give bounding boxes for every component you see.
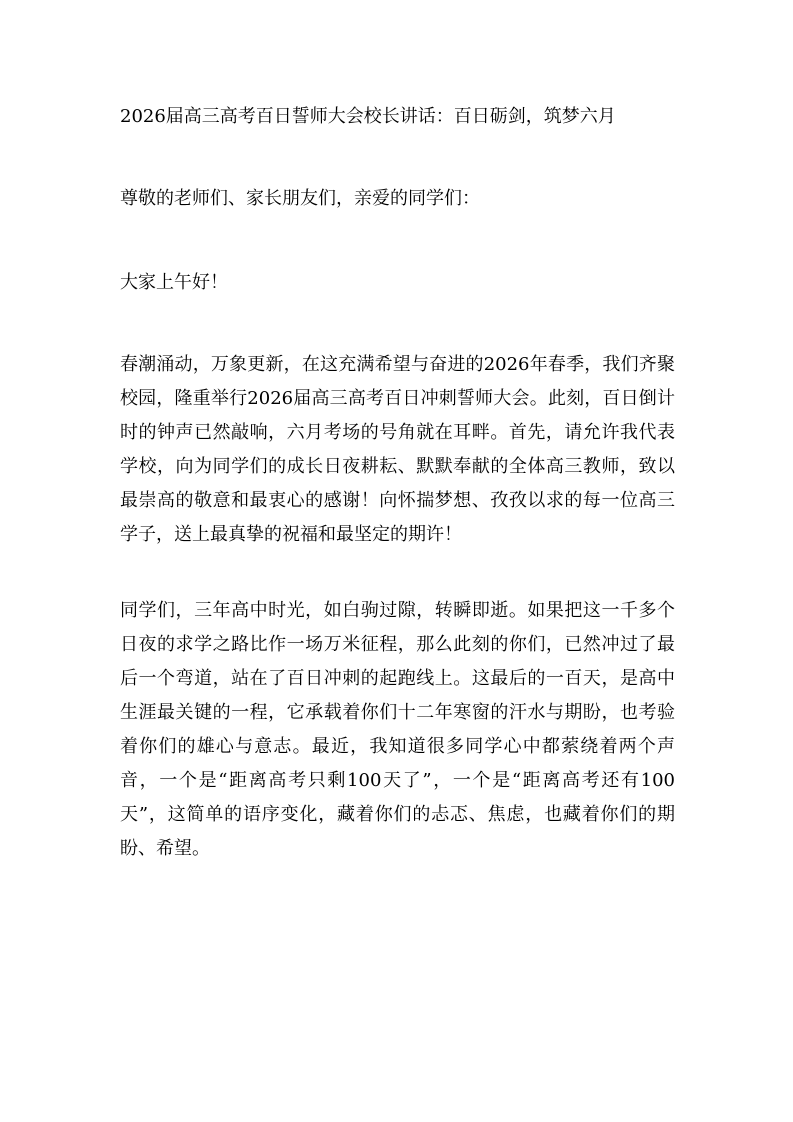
greeting: 大家上午好！ — [120, 272, 228, 293]
paragraph-2: 同学们，三年高中时光，如白驹过隙，转瞬即逝。如果把这一千多个日夜的求学之路比作一场万米征程，那么此刻的你们，已然冲过了最后一个弯道，站在了百日冲刺的起跑线上。这最后的一百天，是高中生涯最关键的一程，它承载着你们十二年寒窗的汗水与期盼，也考验着你们的雄心与意志。最近，我知道很多同学心中都萦绕着两个声音，一个是“距离高考只剩100天了”，一个是“距离高考还有100天”，这简单的语序变化，藏着你们的忐忑、焦虑，也藏着你们的期盼、希望。 — [120, 600, 675, 859]
document-title: 2026届高三高考百日誓师大会校长讲话：百日砺剑，筑梦六月 — [120, 106, 616, 127]
paragraph-1: 春潮涌动，万象更新，在这充满希望与奋进的2026年春季，我们齐聚校园，隆重举行2026届高三高考百日冲刺誓师大会。此刻，百日倒计时的钟声已然敲响，六月考场的号角就在耳畔。首先，请允许我代表学校，向为同学们的成长日夜耕耘、默默奉献的全体高三教师，致以最崇高的敬意和最衷心的感谢！向怀揣梦想、孜孜以求的每一位高三学子，送上最真挚的祝福和最坚定的期许！ — [120, 354, 675, 545]
document-body — [120, 100, 675, 866]
salutation: 尊敬的老师们、家长朋友们，亲爱的同学们： — [120, 188, 480, 209]
